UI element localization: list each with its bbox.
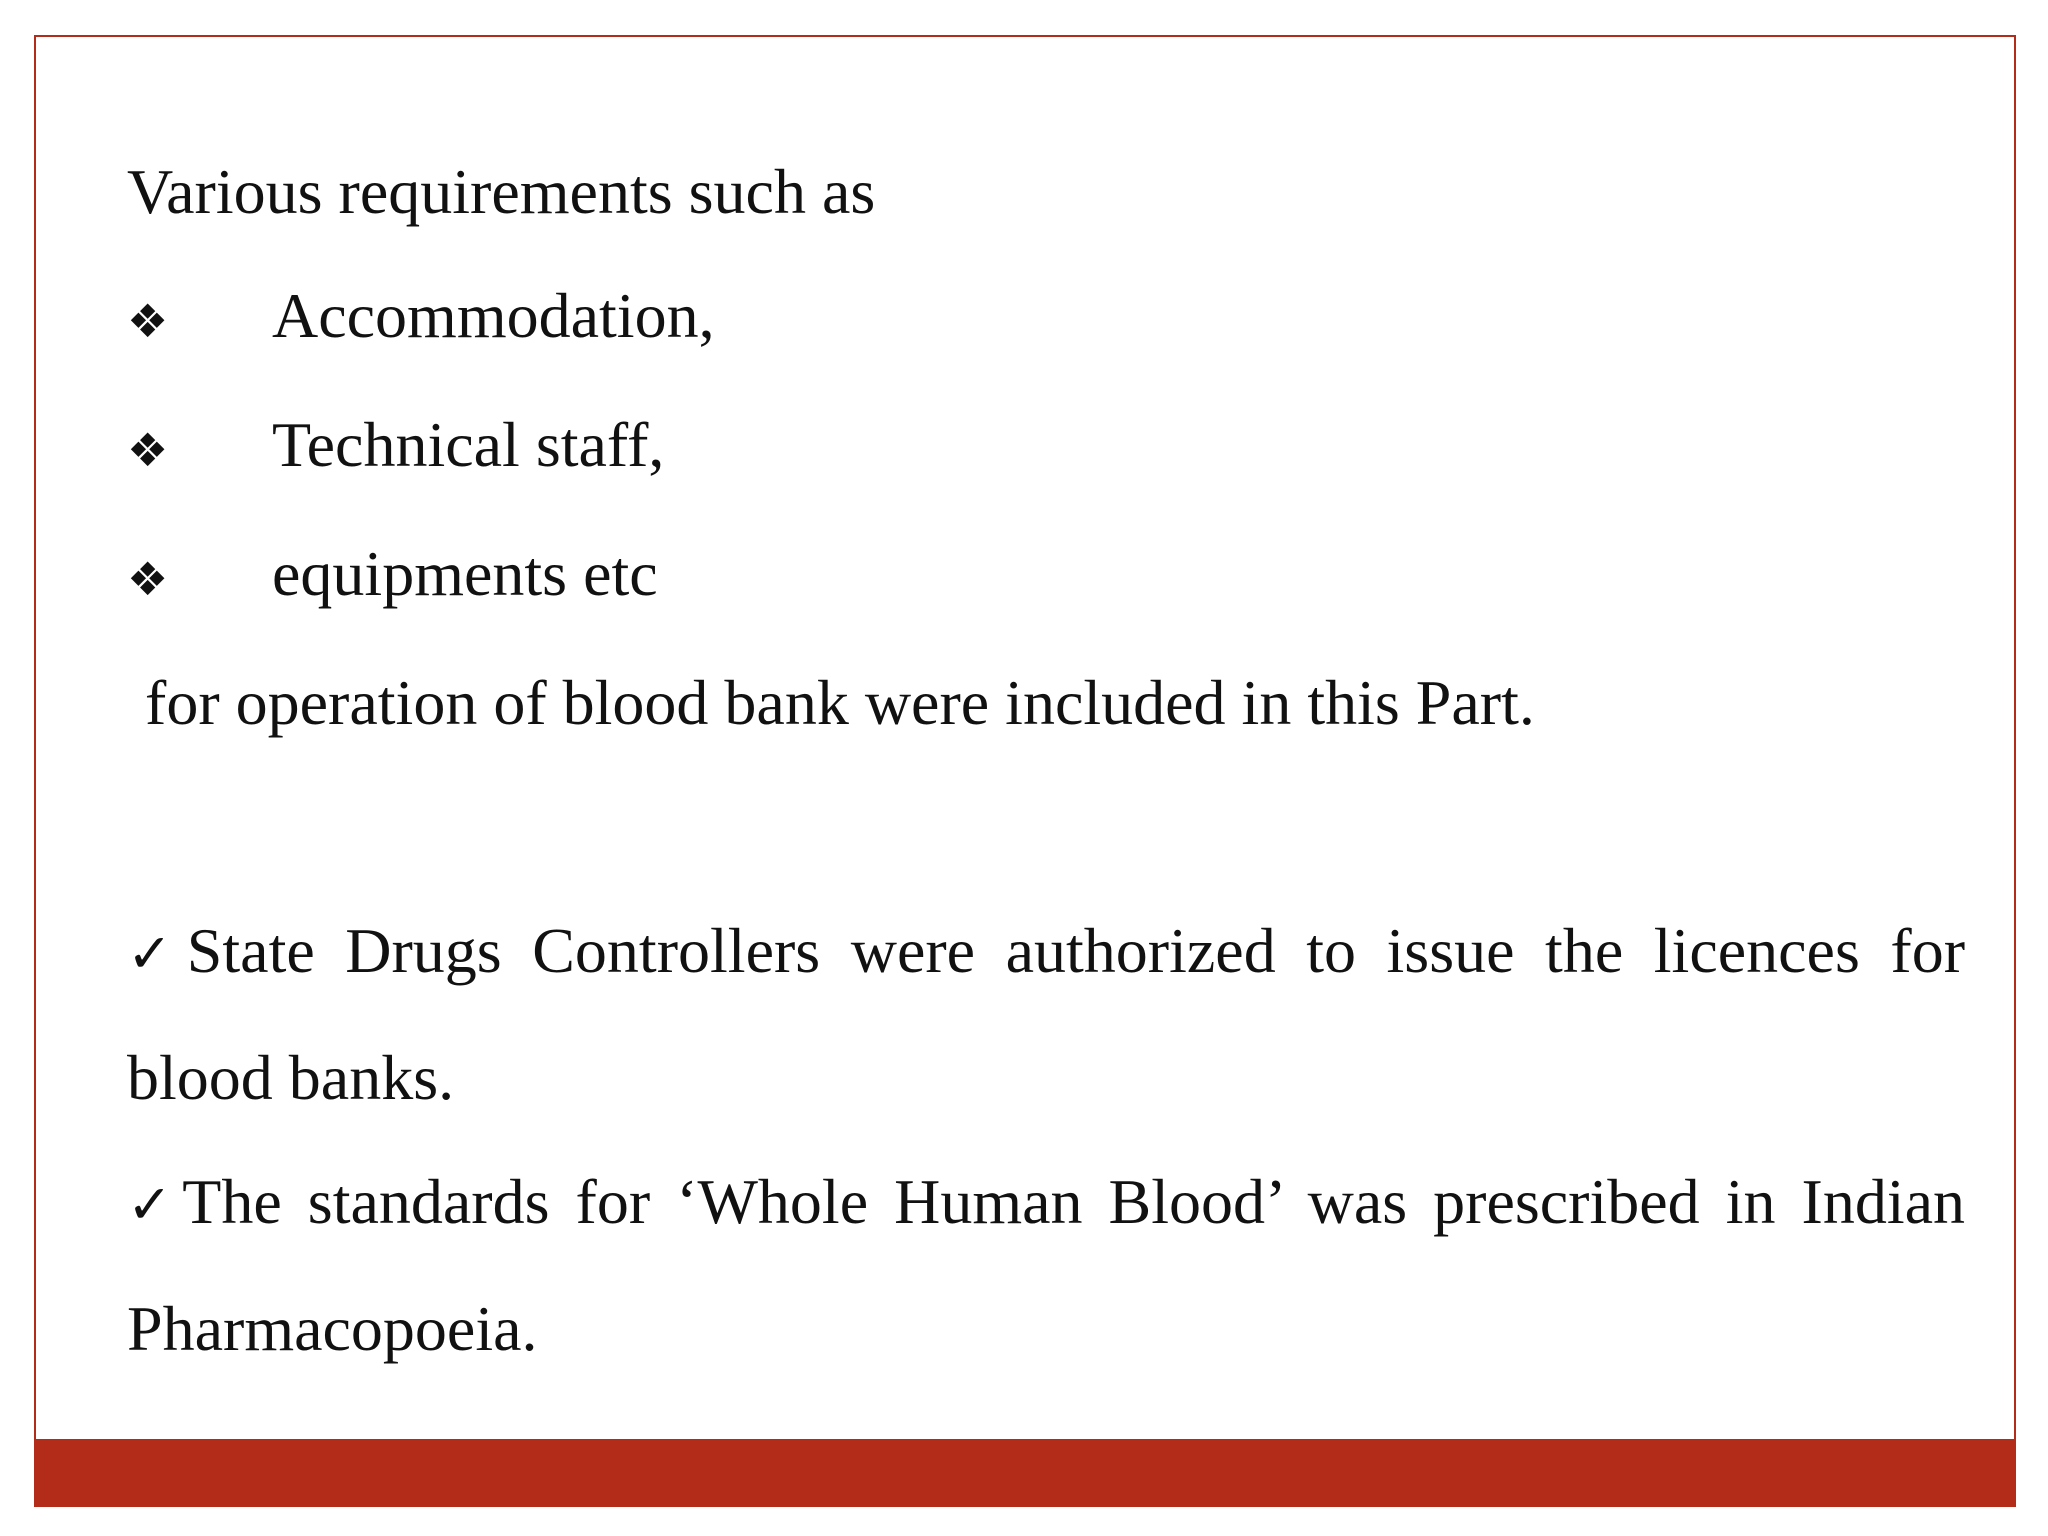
intro-text: Various requirements such as <box>127 156 876 227</box>
bullet-item <box>127 512 1965 641</box>
spacer <box>127 765 1965 889</box>
slide-content <box>127 130 1965 1391</box>
bullet-item <box>127 254 1965 383</box>
bullet-text: equipments etc <box>272 538 658 609</box>
bullet-text: Accommodation, <box>272 280 715 351</box>
check-text: The standards for ‘Whole Human Blood’ was prescribed in Indian Pharmacopoeia. <box>127 1166 1966 1364</box>
footer-accent-bar <box>34 1439 2016 1507</box>
check-item <box>127 1140 1965 1391</box>
diamond-bullet-icon: ❖ <box>127 423 169 477</box>
trailer-text: for operation of blood bank were included in this Part. <box>145 667 1535 738</box>
diamond-bullet-icon: ❖ <box>127 552 169 606</box>
checkmark-icon: ✓ <box>127 922 187 985</box>
bullet-item <box>127 383 1965 512</box>
bullet-text: Technical staff, <box>272 409 665 480</box>
diamond-bullet-icon: ❖ <box>127 294 169 348</box>
checkmark-icon: ✓ <box>127 1173 183 1236</box>
check-item <box>127 889 1965 1140</box>
check-text: State Drugs Controllers were authorized to issue the licences for blood banks. <box>127 915 1966 1113</box>
